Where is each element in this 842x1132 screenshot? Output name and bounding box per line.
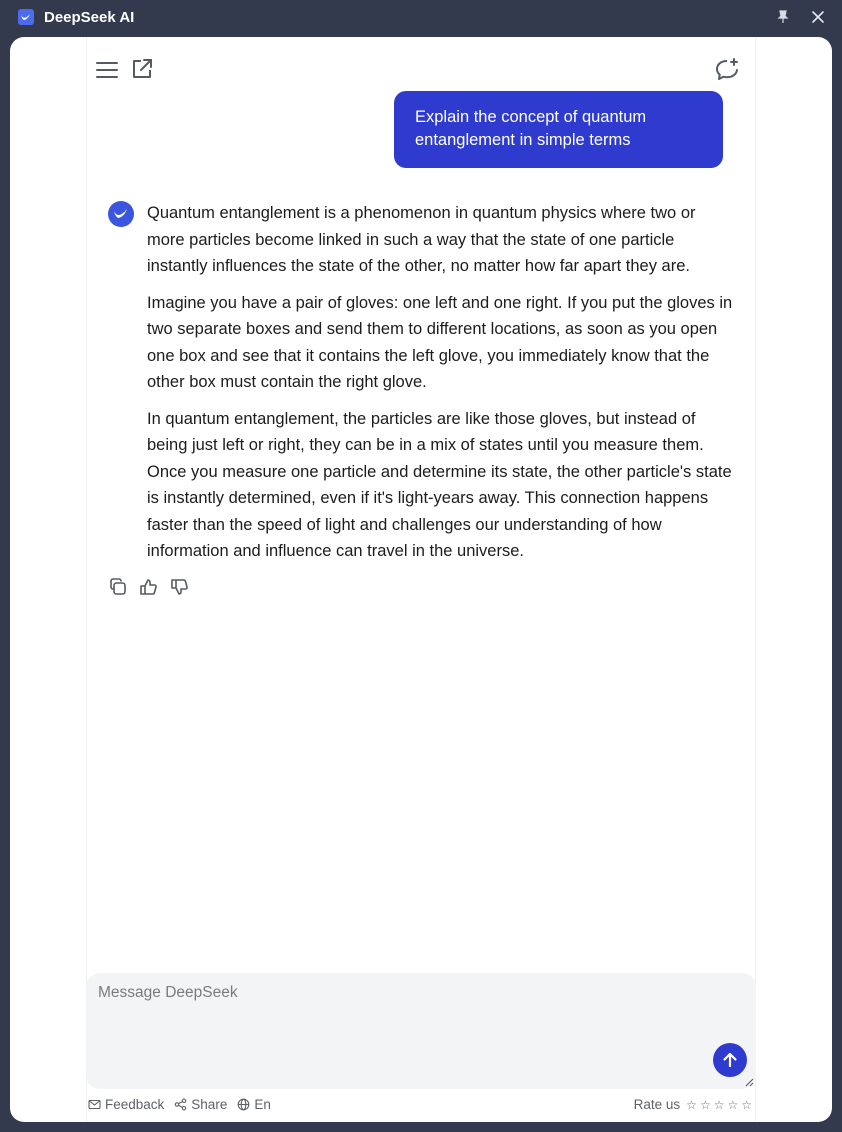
language-label: En [254,1097,271,1112]
pin-icon[interactable] [774,8,792,26]
resize-handle-icon[interactable] [744,1077,754,1087]
arrow-up-icon [721,1051,739,1069]
star-icon[interactable]: ☆ [727,1097,739,1112]
star-icon[interactable]: ☆ [686,1097,697,1112]
message-composer [86,973,756,1089]
deepseek-logo-icon [18,9,34,25]
mail-icon [88,1098,101,1111]
hamburger-menu-icon[interactable] [94,57,120,83]
share-label: Share [191,1097,228,1112]
feedback-link[interactable] [88,1097,164,1112]
thumbs-down-icon[interactable] [169,576,191,598]
open-external-icon[interactable] [128,55,156,83]
close-icon[interactable] [809,8,827,26]
assistant-paragraph: Imagine you have a pair of gloves: one left and one right. If you put the gloves in two separate boxes and send them to different locations, as soon as you open one box and see that it contains the left glove, you immediately know that the other box must contain the right glove. [147,293,733,391]
thumbs-up-icon[interactable] [138,576,160,598]
footer-bar [88,1097,752,1115]
globe-icon [237,1098,250,1111]
rating-widget [634,1097,752,1112]
star-icon[interactable]: ☆ [741,1097,752,1112]
assistant-message [147,200,737,575]
message-actions [107,576,191,598]
share-link[interactable] [174,1097,227,1112]
copy-icon[interactable] [107,576,129,598]
deepseek-avatar-icon [108,201,134,227]
assistant-paragraph: Quantum entanglement is a phenomenon in quantum physics where two or more particles become linked in such a way that the state of one particle instantly influences the state of the other, no matter how far apart they are. [147,204,696,275]
assistant-paragraph: In quantum entanglement, the particles are like those gloves, but instead of being just left or right, they can be in a mix of states until you measure them. Once you measure one particle and determine its state, the other particle's state is instantly determined, even if it's light-years away. This connection happens faster than the speed of light and challenges our understanding of how information and influence can travel in the universe. [147,409,732,560]
star-icon[interactable]: ☆ [713,1097,725,1112]
user-message-bubble: Explain the concept of quantum entanglement in simple terms [394,91,723,168]
feedback-label: Feedback [105,1097,165,1112]
message-input[interactable] [86,973,756,1089]
language-selector[interactable] [237,1097,271,1112]
star-icon[interactable]: ☆ [699,1097,711,1112]
title-bar [0,0,842,36]
window-title: DeepSeek AI [44,9,135,26]
chat-window [10,37,832,1122]
new-chat-icon[interactable] [712,55,742,85]
share-icon [174,1098,187,1111]
rate-label: Rate us [633,1097,681,1112]
send-button[interactable] [713,1043,747,1077]
